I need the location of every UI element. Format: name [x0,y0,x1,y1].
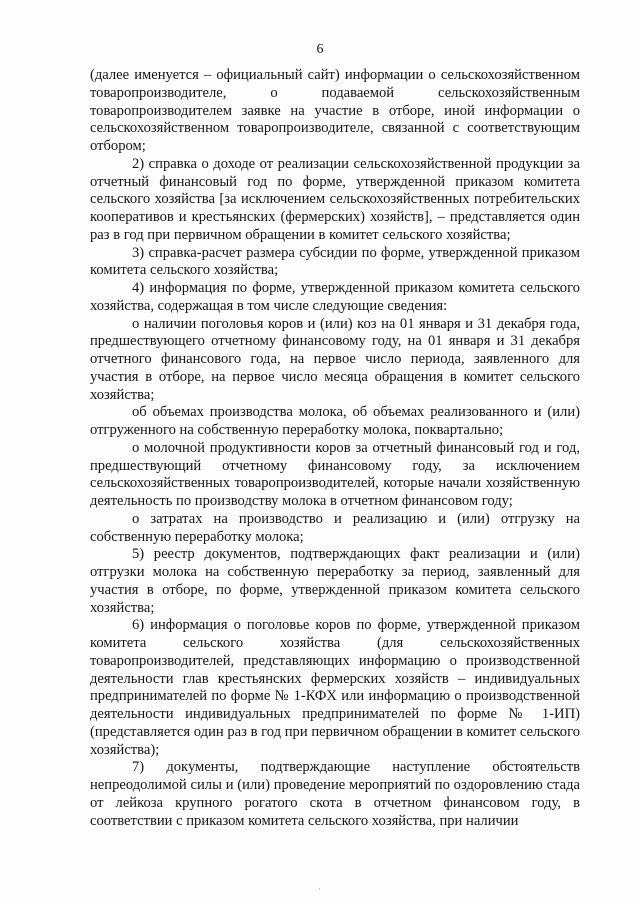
paragraph-milk-productivity: о молочной продуктивности коров за отчетный финансовый год и год, предшествующий отчетному финансовому году, за исключением сельскохозяйственных товаропроизводителей, которые начали хозяйственную деятельность по производству молока в отчетном финансовом году; [90,439,580,509]
paragraph-item-5: 5) реестр документов, подтверждающих факт реализации и (или) отгрузки молока на собственную переработку за период, заявленный для участия в отборе, по форме, утвержденной приказом комитета сельского хозяйства; [90,546,580,616]
paragraph-item-7: 7) документы, подтверждающие наступление обстоятельств непреодолимой силы и (или) проведение мероприятий по оздоровлению стада от лейкоза крупного рогатого скота в отчетном финансовом году, в соответствии с приказом комитета сельского хозяйства, при наличии [90,759,580,829]
paragraph-item-3: 3) справка-расчет размера субсидии по форме, утвержденной приказом комитета сельского хозяйства; [90,244,580,279]
scan-artifact-mark: · [318,884,321,894]
paragraph-milk-volumes: об объемах производства молока, об объемах реализованного и (или) отгруженного на собственную переработку молока, поквартально; [90,404,580,438]
paragraph-costs: о затратах на производство и реализацию и (или) отгрузку на собственную переработку молока; [90,510,580,545]
paragraph-continuation: (далее именуется – официальный сайт) информации о сельскохозяйственном товаропроизводителе, о подаваемой сельскохозяйственным товаропроизводителем заявке на участие в отборе, иной информации о сельскохозяйственном товаропроизводителе, связанной с соответствующим отбором; [90,67,580,154]
paragraph-livestock-count: о наличии поголовья коров и (или) коз на 01 января и 31 декабря года, предшествующего отчетному финансовому году, на 01 января и 31 декабря отчетного финансового года, на первое число периода, заявленного для участия в отборе, на первое число месяца обращения в комитет сельского хозяйства; [90,315,580,403]
paragraph-item-2: 2) справка о доходе от реализации сельскохозяйственной продукции за отчетный финансовый год по форме, утвержденной приказом комитета сельского хозяйства [за исключением сельскохозяйственных потребительских кооперативов и крестьянских (фермерских) хозяйств], – представляется один раз в год при первичном обращении в комитет сельского хозяйства; [90,155,580,243]
page-number: 6 [316,42,324,57]
body-text [90,67,580,830]
paragraph-item-4: 4) информация по форме, утвержденной приказом комитета сельского хозяйства, содержащая в том числе следующие сведения: [90,280,580,314]
paragraph-item-6: 6) информация о поголовье коров по форме, утвержденной приказом комитета сельского хозяйства (для сельскохозяйственных товаропроизводителей, представляющих информацию о производственной деятельности глав крестьянских фермерских хозяйств – индивидуальных предпринимателей по форме № 1-КФХ или информацию о производственной деятельности индивидуальных предпринимателей по форме № 1-ИП) (представляется один раз в год при первичном обращении в комитет сельского хозяйства); [90,617,580,758]
